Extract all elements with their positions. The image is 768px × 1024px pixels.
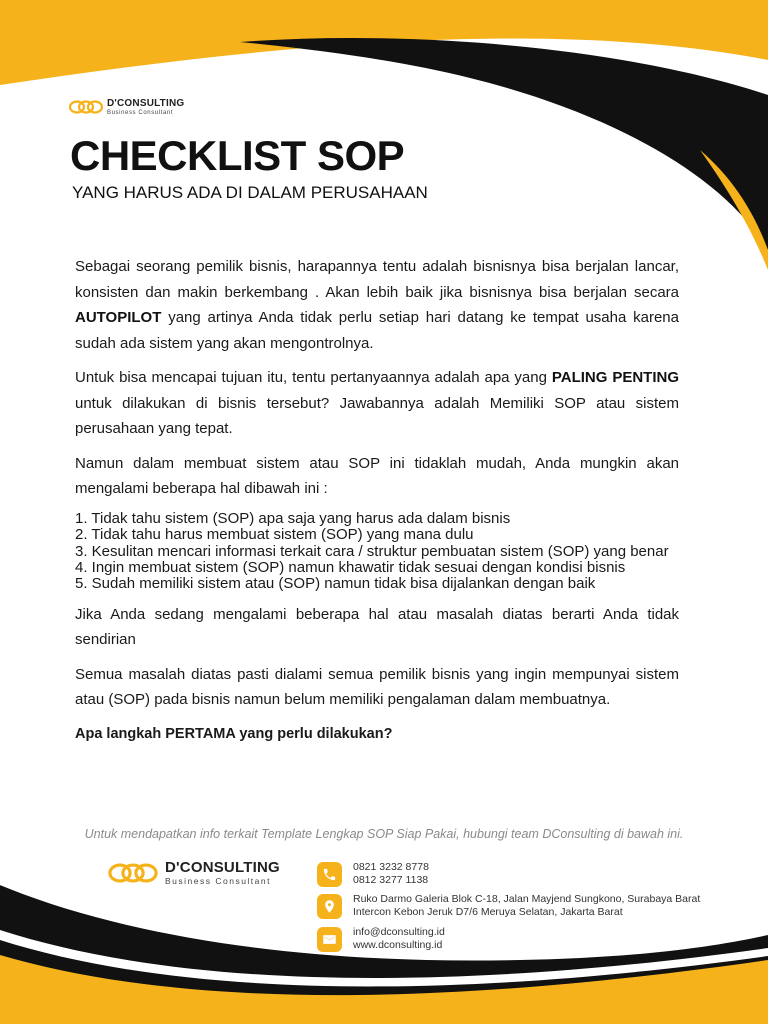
paragraph-intro: Sebagai seorang pemilik bisnis, harapannya tentu adalah bisnisnya bisa berjalan lancar, konsisten dan makin berkembang . Akan lebih baik jika bisnisnya bisa berjalan secara AUTOPILOT yang artinya Anda tidak perlu setiap hari datang ke tempat usaha karena sudah ada sistem yang akan mengontrolnya. (75, 258, 679, 352)
email-link[interactable]: info@dconsulting.id (353, 926, 445, 938)
brand-name: D'CONSULTING (165, 859, 280, 877)
list-item: 5. Sudah memiliki sistem atau (SOP) namun tidak bisa dijalankan dengan baik (75, 574, 596, 592)
website-link[interactable]: www.dconsulting.id (353, 939, 443, 951)
list-item: 3. Kesulitan mencari informasi terkait cara / struktur pembuatan sistem (SOP) yang benar (75, 542, 669, 560)
location-pin-icon (317, 894, 342, 919)
list-item: 4. Ingin membuat sistem (SOP) namun khawatir tidak sesuai dengan kondisi bisnis (75, 558, 626, 576)
paragraph-goal: Untuk bisa mencapai tujuan itu, tentu pertanyaannya adalah apa yang PALING PENTING untuk dilakukan di bisnis tersebut? Jawabannya adalah Memiliki SOP atau sistem perusahaan yang tepat. (75, 369, 679, 437)
phone-icon (317, 862, 342, 887)
call-to-action-question: Apa langkah PERTAMA yang perlu dilakukan? (75, 725, 393, 742)
brand-tagline: Business Consultant (165, 876, 271, 887)
brand-logo-footer (104, 860, 280, 886)
autopilot-emphasis: AUTOPILOT (75, 309, 162, 326)
mail-icon (317, 927, 342, 952)
list-item: 2. Tidak tahu harus membuat sistem (SOP) yang mana dulu (75, 525, 474, 543)
body-content (75, 254, 679, 747)
phone-number-1[interactable]: 0821 3232 8778 (353, 861, 429, 873)
paragraph-common-problem: Semua masalah diatas pasti dialami semua pemilik bisnis yang ingin mempunyai sistem atau (SOP) pada bisnis namun belum memiliki pengalaman dalam membuatnya. (75, 665, 679, 708)
footer-note: Untuk mendapatkan info terkait Template Lengkap SOP Siap Pakai, hubungi team DConsulting di bawah ini. (84, 827, 684, 841)
paling-penting-emphasis: PALING PENTING (551, 369, 679, 386)
phone-number-2[interactable]: 0812 3277 1138 (353, 874, 429, 886)
paragraph-not-alone: Jika Anda sedang mengalami beberapa hal atau masalah diatas berarti Anda tidak sendirian (75, 605, 679, 648)
contact-address (317, 893, 700, 919)
dc-logo-icon (68, 98, 104, 116)
brand-name: D'CONSULTING (107, 97, 185, 109)
brand-logo-header (68, 98, 184, 116)
contact-phone (317, 861, 429, 887)
paragraph-problems-intro: Namun dalam membuat sistem atau SOP ini tidaklah mudah, Anda mungkin akan mengalami beberapa hal dibawah ini : (75, 454, 679, 497)
problem-list (75, 511, 679, 592)
address-surabaya: Ruko Darmo Galeria Blok C-18, Jalan Mayjend Sungkono, Surabaya Barat (353, 893, 701, 905)
page-subtitle: YANG HARUS ADA DI DALAM PERUSAHAAN (72, 183, 428, 202)
dc-logo-icon (104, 860, 162, 886)
list-item: 1. Tidak tahu sistem (SOP) apa saja yang harus ada dalam bisnis (75, 509, 511, 527)
brand-tagline: Business Consultant (107, 109, 174, 116)
page-title: CHECKLIST SOP (70, 132, 405, 179)
contact-email (317, 926, 445, 952)
address-jakarta: Intercon Kebon Jeruk D7/6 Meruya Selatan, Jakarta Barat (353, 906, 623, 918)
